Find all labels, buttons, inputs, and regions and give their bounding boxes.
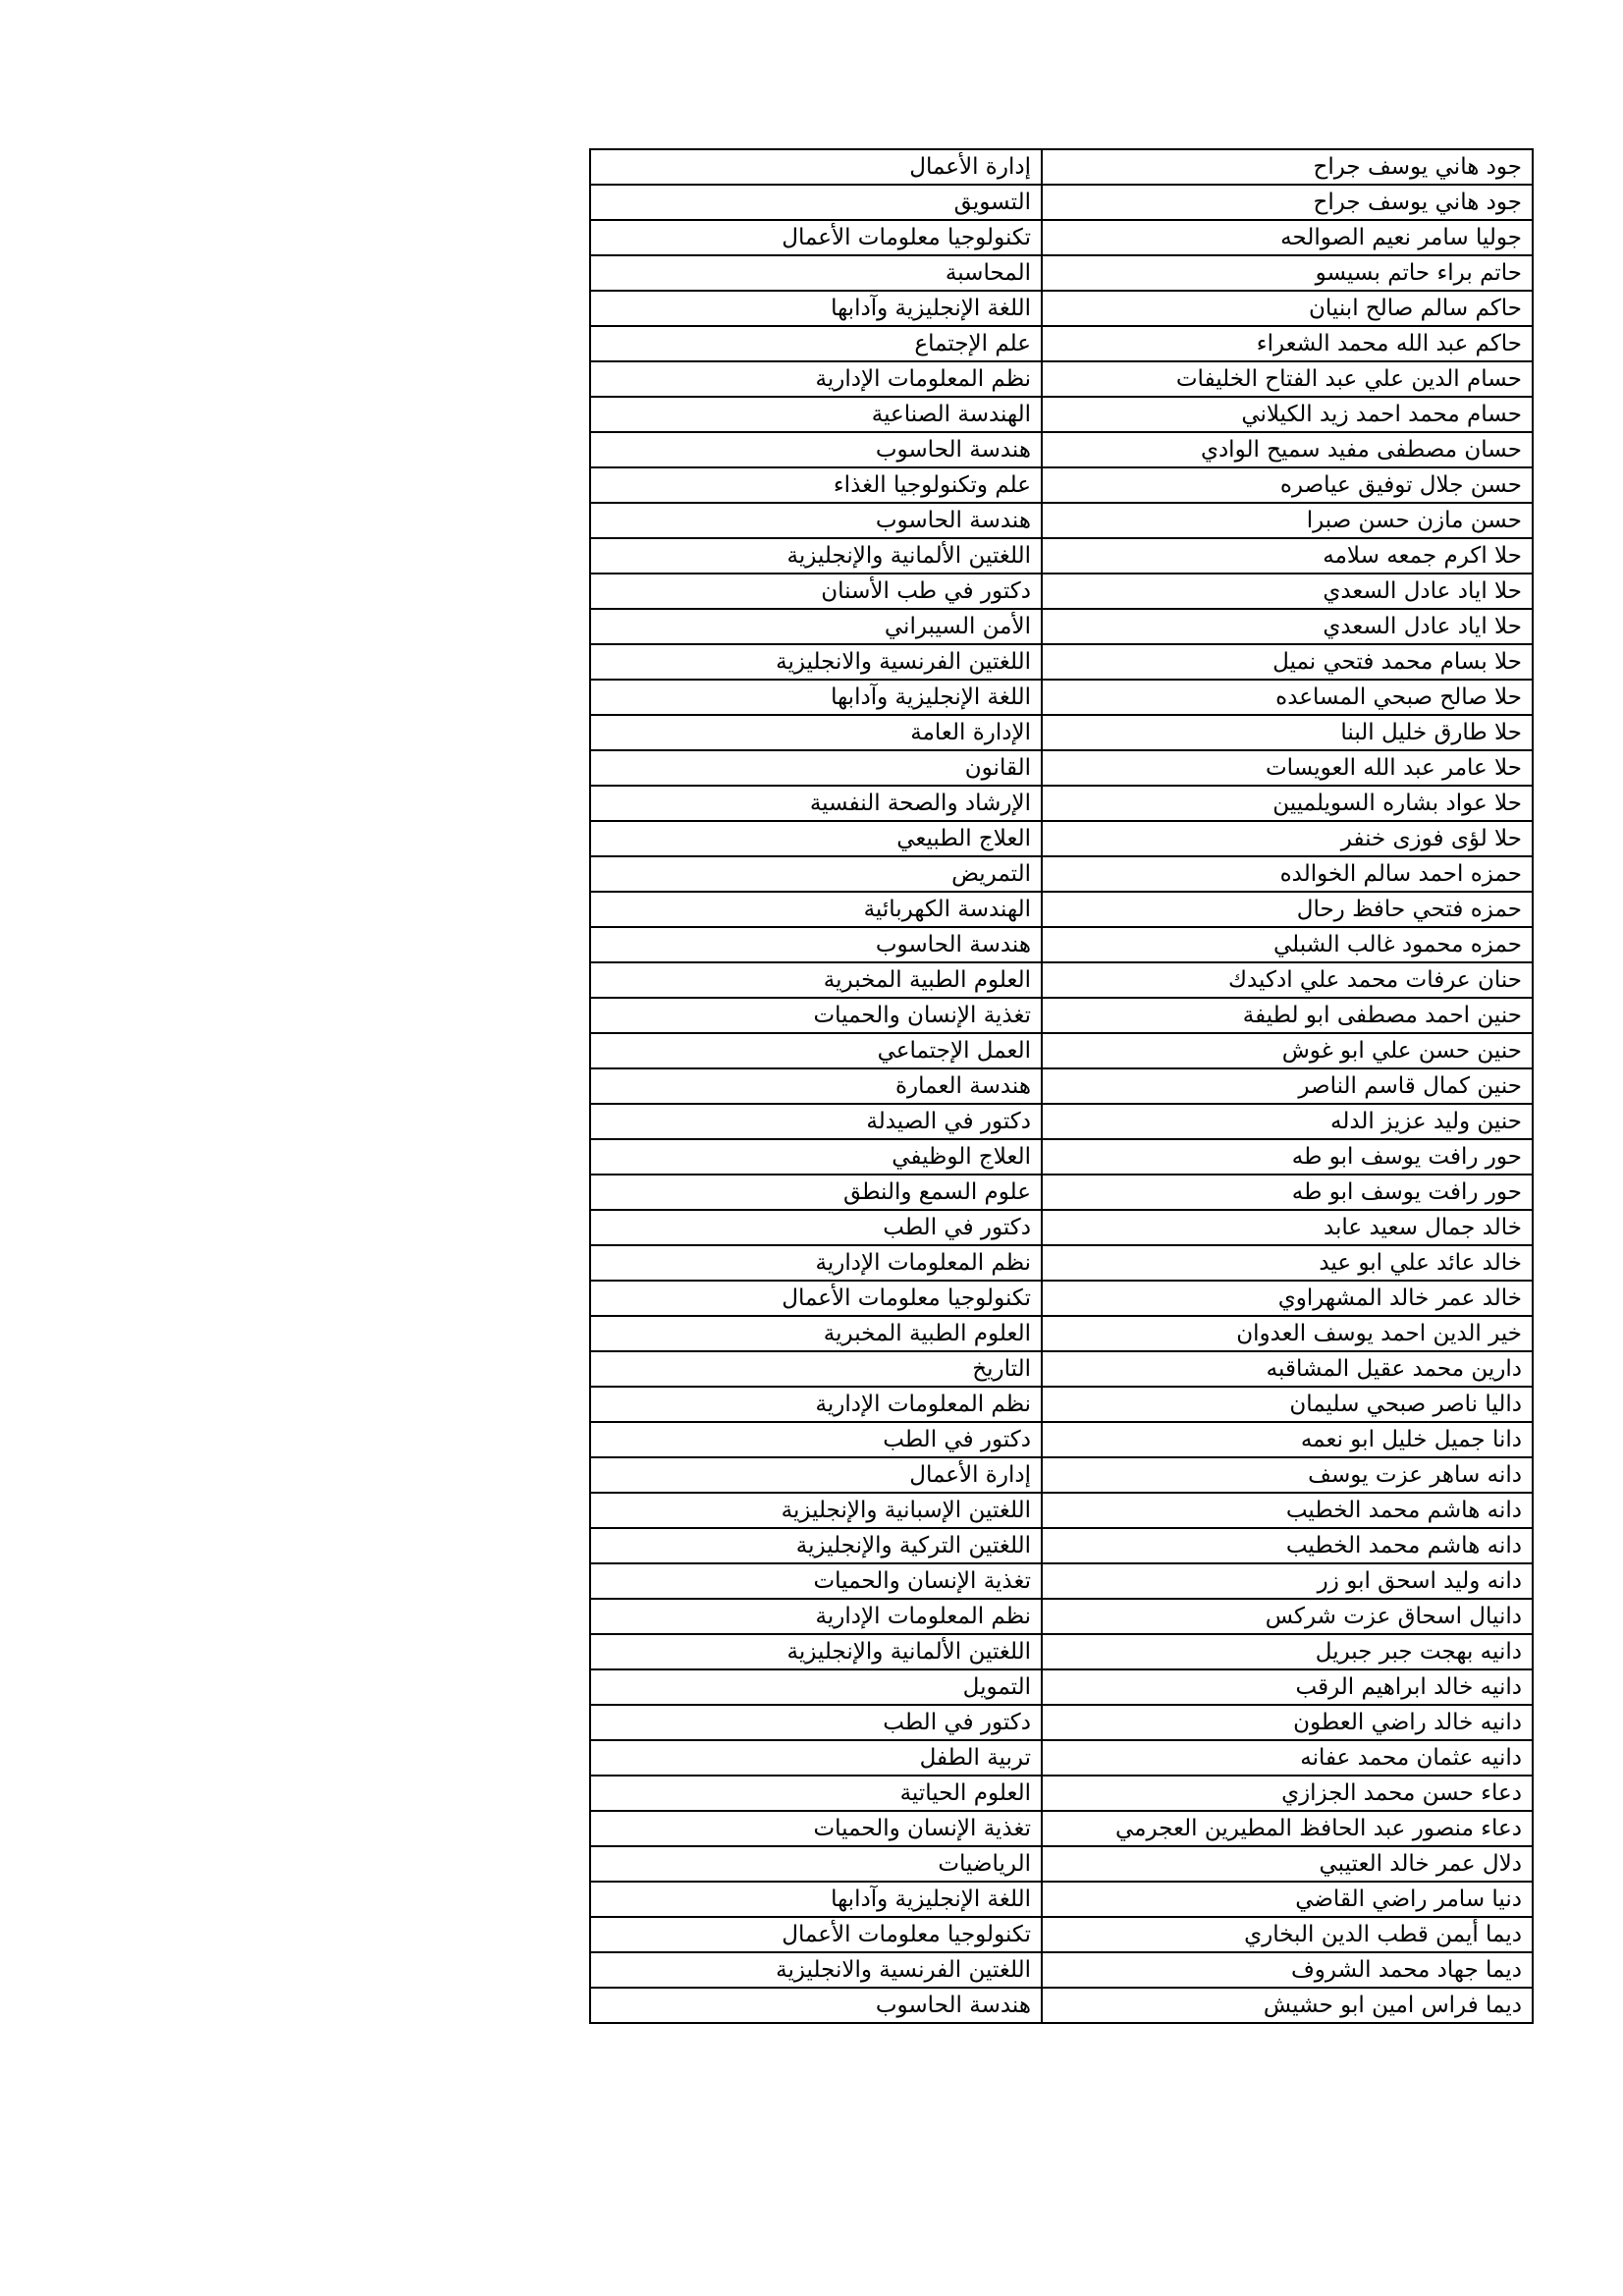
table-row (590, 149, 1533, 185)
major-cell: اللغة الإنجليزية وآدابها (590, 1882, 1042, 1917)
student-name-cell: جود هاني يوسف جراح (1042, 185, 1533, 220)
student-name-cell: خالد جمال سعيد عابد (1042, 1210, 1533, 1245)
table-row (590, 1493, 1533, 1528)
major-cell: هندسة العمارة (590, 1068, 1042, 1104)
student-name-cell: دانه هاشم محمد الخطيب (1042, 1528, 1533, 1563)
major-cell: علم الإجتماع (590, 326, 1042, 361)
major-cell: هندسة الحاسوب (590, 1988, 1042, 2023)
table-row (590, 1387, 1533, 1422)
student-name-cell: حسام محمد احمد زيد الكيلاني (1042, 397, 1533, 432)
student-name-cell: حمزه محمود غالب الشبلي (1042, 927, 1533, 962)
student-name-cell: ديما أيمن قطب الدين البخاري (1042, 1917, 1533, 1952)
student-name-cell: حلا لؤى فوزى خنفر (1042, 821, 1533, 856)
major-cell: اللغة الإنجليزية وآدابها (590, 680, 1042, 715)
table-row (590, 1210, 1533, 1245)
table-row (590, 574, 1533, 609)
student-name-cell: حلا طارق خليل البنا (1042, 715, 1533, 750)
major-cell: نظم المعلومات الإدارية (590, 1387, 1042, 1422)
major-cell: الأمن السيبراني (590, 609, 1042, 644)
major-cell: اللغتين الإسبانية والإنجليزية (590, 1493, 1042, 1528)
table-row (590, 750, 1533, 786)
table-row (590, 1669, 1533, 1705)
major-cell: الهندسة الصناعية (590, 397, 1042, 432)
table-row (590, 1563, 1533, 1599)
student-name-cell: ديما جهاد محمد الشروف (1042, 1952, 1533, 1988)
student-name-cell: حلا اياد عادل السعدي (1042, 574, 1533, 609)
table-row (590, 185, 1533, 220)
student-name-cell: دعاء حسن محمد الجزازي (1042, 1776, 1533, 1811)
major-cell: اللغتين التركية والإنجليزية (590, 1528, 1042, 1563)
major-cell: دكتور في الصيدلة (590, 1104, 1042, 1139)
table-row (590, 326, 1533, 361)
student-name-cell: حلا اياد عادل السعدي (1042, 609, 1533, 644)
major-cell: التاريخ (590, 1351, 1042, 1387)
student-name-cell: حسن جلال توفيق عياصره (1042, 467, 1533, 503)
major-cell: التسويق (590, 185, 1042, 220)
student-name-cell: دلال عمر خالد العتيبي (1042, 1846, 1533, 1882)
student-name-cell: داليا ناصر صبحي سليمان (1042, 1387, 1533, 1422)
table-row (590, 1811, 1533, 1846)
major-cell: الرياضيات (590, 1846, 1042, 1882)
major-cell: العلوم الطبية المخبرية (590, 1316, 1042, 1351)
table-row (590, 1528, 1533, 1563)
major-cell: تكنولوجيا معلومات الأعمال (590, 1917, 1042, 1952)
table-row (590, 1033, 1533, 1068)
student-name-cell: دانيال اسحاق عزت شركس (1042, 1599, 1533, 1634)
student-name-cell: حمزه احمد سالم الخوالده (1042, 856, 1533, 892)
table-row (590, 397, 1533, 432)
student-name-cell: حلا بسام محمد فتحي نميل (1042, 644, 1533, 680)
table-row (590, 1740, 1533, 1776)
student-name-cell: حنين حسن علي ابو غوش (1042, 1033, 1533, 1068)
table-row (590, 467, 1533, 503)
major-cell: دكتور في طب الأسنان (590, 574, 1042, 609)
student-name-cell: حسان مصطفى مفيد سميح الوادي (1042, 432, 1533, 467)
table-body (590, 149, 1533, 2023)
table-row (590, 361, 1533, 397)
table-row (590, 1139, 1533, 1175)
table-row (590, 680, 1533, 715)
student-name-cell: خالد عائد علي ابو عيد (1042, 1245, 1533, 1281)
table-row (590, 538, 1533, 574)
student-name-cell: دانا جميل خليل ابو نعمه (1042, 1422, 1533, 1457)
major-cell: دكتور في الطب (590, 1705, 1042, 1740)
major-cell: علم وتكنولوجيا الغذاء (590, 467, 1042, 503)
table-row (590, 1988, 1533, 2023)
table-row (590, 609, 1533, 644)
student-name-cell: جوليا سامر نعيم الصوالحه (1042, 220, 1533, 255)
major-cell: التمويل (590, 1669, 1042, 1705)
table-row (590, 856, 1533, 892)
table-row (590, 998, 1533, 1033)
major-cell: العلوم الطبية المخبرية (590, 962, 1042, 998)
student-name-cell: حلا اكرم جمعه سلامه (1042, 538, 1533, 574)
names-majors-table (589, 148, 1534, 2024)
table-row (590, 786, 1533, 821)
table-row (590, 1705, 1533, 1740)
major-cell: تغذية الإنسان والحميات (590, 1811, 1042, 1846)
table-row (590, 1245, 1533, 1281)
table-row (590, 291, 1533, 326)
major-cell: التمريض (590, 856, 1042, 892)
major-cell: علوم السمع والنطق (590, 1175, 1042, 1210)
major-cell: هندسة الحاسوب (590, 503, 1042, 538)
major-cell: القانون (590, 750, 1042, 786)
major-cell: دكتور في الطب (590, 1422, 1042, 1457)
table-row (590, 255, 1533, 291)
table-row (590, 1351, 1533, 1387)
student-name-cell: دانيه عثمان محمد عفانه (1042, 1740, 1533, 1776)
major-cell: نظم المعلومات الإدارية (590, 361, 1042, 397)
major-cell: اللغتين الألمانية والإنجليزية (590, 1634, 1042, 1669)
table-row (590, 892, 1533, 927)
major-cell: اللغتين الفرنسية والانجليزية (590, 1952, 1042, 1988)
student-name-cell: دانيه بهجت جبر جبريل (1042, 1634, 1533, 1669)
table-row (590, 1882, 1533, 1917)
table-row (590, 1776, 1533, 1811)
student-name-cell: حسن مازن حسن صبرا (1042, 503, 1533, 538)
student-name-cell: حلا عواد بشاره السويلميين (1042, 786, 1533, 821)
table-row (590, 1175, 1533, 1210)
student-name-cell: حنين وليد عزيز الدله (1042, 1104, 1533, 1139)
table-row (590, 1068, 1533, 1104)
table-row (590, 432, 1533, 467)
major-cell: هندسة الحاسوب (590, 927, 1042, 962)
student-name-cell: حاكم عبد الله محمد الشعراء (1042, 326, 1533, 361)
table-row (590, 503, 1533, 538)
table-row (590, 1281, 1533, 1316)
student-name-cell: دارين محمد عقيل المشاقبه (1042, 1351, 1533, 1387)
table-row (590, 962, 1533, 998)
student-name-cell: خالد عمر خالد المشهراوي (1042, 1281, 1533, 1316)
student-name-cell: حلا صالح صبحي المساعده (1042, 680, 1533, 715)
student-name-cell: حاكم سالم صالح ابنيان (1042, 291, 1533, 326)
major-cell: العلاج الطبيعي (590, 821, 1042, 856)
student-name-cell: ديما فراس امين ابو حشيش (1042, 1988, 1533, 2023)
major-cell: الهندسة الكهربائية (590, 892, 1042, 927)
major-cell: تكنولوجيا معلومات الأعمال (590, 220, 1042, 255)
student-name-cell: حنين احمد مصطفى ابو لطيفة (1042, 998, 1533, 1033)
major-cell: الإرشاد والصحة النفسية (590, 786, 1042, 821)
table-row (590, 1917, 1533, 1952)
student-name-cell: دانه هاشم محمد الخطيب (1042, 1493, 1533, 1528)
student-name-cell: حنين كمال قاسم الناصر (1042, 1068, 1533, 1104)
table-row (590, 1599, 1533, 1634)
student-name-cell: دانه ساهر عزت يوسف (1042, 1457, 1533, 1493)
table-row (590, 1952, 1533, 1988)
student-name-cell: دنيا سامر راضي القاضي (1042, 1882, 1533, 1917)
table-row (590, 1846, 1533, 1882)
student-name-cell: دعاء منصور عبد الحافظ المطيرين العجرمي (1042, 1811, 1533, 1846)
student-name-cell: حنان عرفات محمد علي ادكيدك (1042, 962, 1533, 998)
student-name-cell: حاتم براء حاتم بسيسو (1042, 255, 1533, 291)
major-cell: تكنولوجيا معلومات الأعمال (590, 1281, 1042, 1316)
table-row (590, 644, 1533, 680)
student-name-cell: جود هاني يوسف جراح (1042, 149, 1533, 185)
student-name-cell: حور رافت يوسف ابو طه (1042, 1139, 1533, 1175)
table-row (590, 1316, 1533, 1351)
student-name-cell: حلا عامر عبد الله العويسات (1042, 750, 1533, 786)
student-name-cell: حسام الدين علي عبد الفتاح الخليفات (1042, 361, 1533, 397)
major-cell: تغذية الإنسان والحميات (590, 998, 1042, 1033)
major-cell: العمل الإجتماعي (590, 1033, 1042, 1068)
table-row (590, 220, 1533, 255)
major-cell: إدارة الأعمال (590, 1457, 1042, 1493)
table-row (590, 821, 1533, 856)
student-name-cell: دانه وليد اسحق ابو زر (1042, 1563, 1533, 1599)
major-cell: نظم المعلومات الإدارية (590, 1245, 1042, 1281)
major-cell: اللغة الإنجليزية وآدابها (590, 291, 1042, 326)
table-row (590, 1422, 1533, 1457)
major-cell: العلاج الوظيفي (590, 1139, 1042, 1175)
major-cell: اللغتين الفرنسية والانجليزية (590, 644, 1042, 680)
major-cell: تغذية الإنسان والحميات (590, 1563, 1042, 1599)
major-cell: نظم المعلومات الإدارية (590, 1599, 1042, 1634)
major-cell: العلوم الحياتية (590, 1776, 1042, 1811)
major-cell: تربية الطفل (590, 1740, 1042, 1776)
student-name-cell: دانيه خالد ابراهيم الرقب (1042, 1669, 1533, 1705)
student-name-cell: حور رافت يوسف ابو طه (1042, 1175, 1533, 1210)
document-page (589, 148, 1522, 2024)
major-cell: المحاسبة (590, 255, 1042, 291)
major-cell: الإدارة العامة (590, 715, 1042, 750)
table-row (590, 1457, 1533, 1493)
table-row (590, 715, 1533, 750)
major-cell: إدارة الأعمال (590, 149, 1042, 185)
student-name-cell: خير الدين احمد يوسف العدوان (1042, 1316, 1533, 1351)
table-row (590, 1104, 1533, 1139)
major-cell: دكتور في الطب (590, 1210, 1042, 1245)
major-cell: هندسة الحاسوب (590, 432, 1042, 467)
table-row (590, 927, 1533, 962)
major-cell: اللغتين الألمانية والإنجليزية (590, 538, 1042, 574)
student-name-cell: حمزه فتحي حافظ رحال (1042, 892, 1533, 927)
table-row (590, 1634, 1533, 1669)
student-name-cell: دانيه خالد راضي العطون (1042, 1705, 1533, 1740)
